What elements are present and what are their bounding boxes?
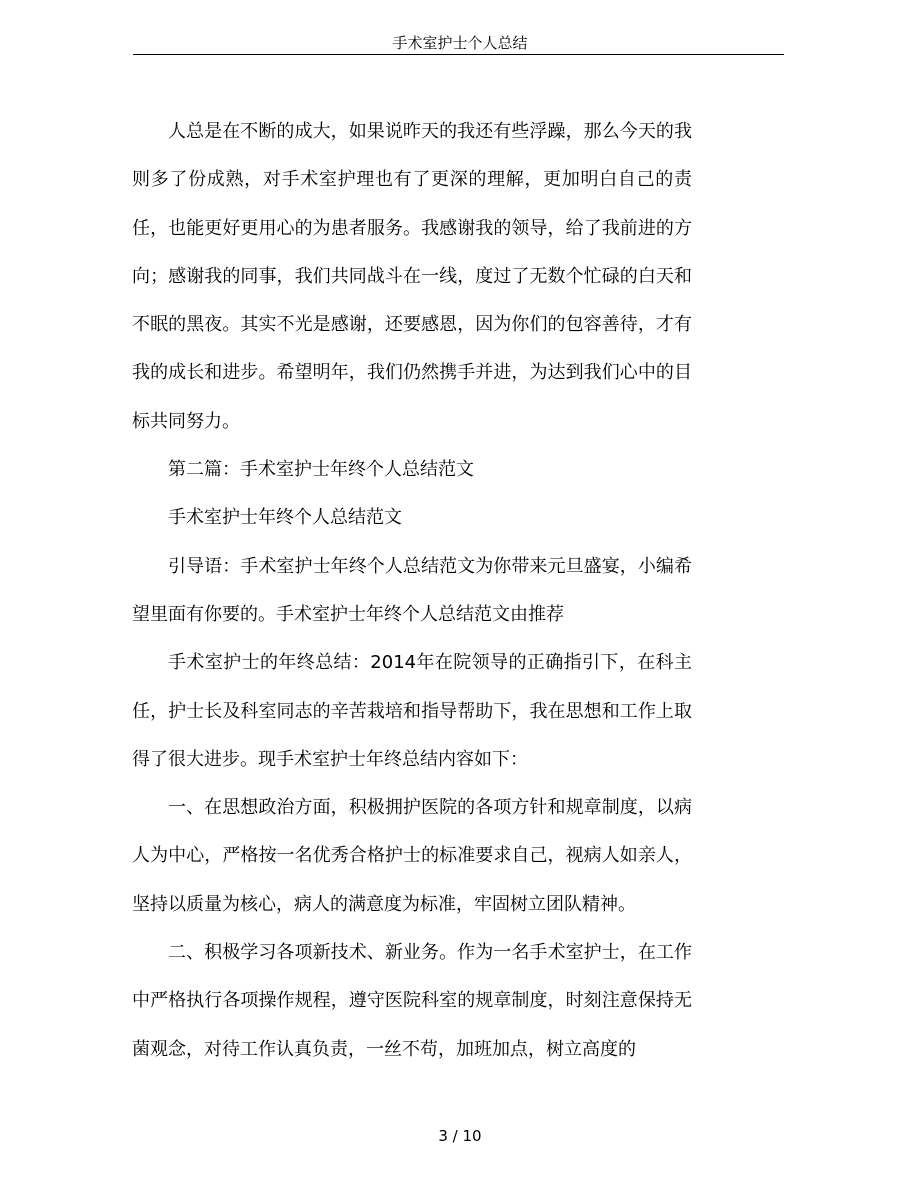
paragraph-intro: 引导语：手术室护士年终个人总结范文为你带来元旦盛宴，小编希望里面有你要的。手术室护士年终个人总结范文由推荐	[132, 555, 692, 625]
document-body	[132, 108, 692, 1074]
page-header-title: 手术室护士个人总结	[392, 34, 528, 52]
paragraph-summary-opening: 手术室护士的年终总结：2014年在院领导的正确指引下，在科主任，护士长及科室同志的辛苦栽培和指导帮助下，我在思想和工作上取得了很大进步。现手术室护士年终总结内容如下：	[132, 652, 692, 770]
header-divider	[133, 54, 784, 55]
article-title: 手术室护士年终个人总结范文	[168, 507, 402, 529]
page-number: 3 / 10	[438, 1127, 482, 1145]
paragraph-gratitude: 人总是在不断的成大，如果说昨天的我还有些浮躁，那么今天的我则多了份成熟，对手术室护理也有了更深的理解，更加明白自己的责任，也能更好更用心的为患者服务。我感谢我的领导，给了我前进的方向；感谢我的同事，我们共同战斗在一线，度过了无数个忙碌的白天和不眠的黑夜。其实不光是感谢，还要感恩，因为你们的包容善待，才有我的成长和进步。希望明年，我们仍然携手并进，为达到我们心中的目标共同努力。	[132, 121, 692, 432]
section-heading: 第二篇：手术室护士年终个人总结范文	[168, 459, 474, 481]
paragraph-point-two: 二、积极学习各项新技术、新业务。作为一名手术室护士，在工作中严格执行各项操作规程，遵守医院科室的规章制度，时刻注意保持无菌观念，对待工作认真负责，一丝不苟，加班加点，树立高度的	[132, 942, 692, 1060]
paragraph-point-one: 一、在思想政治方面，积极拥护医院的各项方针和规章制度，以病人为中心，严格按一名优秀合格护士的标准要求自己，视病人如亲人，坚持以质量为核心，病人的满意度为标准，牢固树立团队精神。	[132, 797, 692, 915]
